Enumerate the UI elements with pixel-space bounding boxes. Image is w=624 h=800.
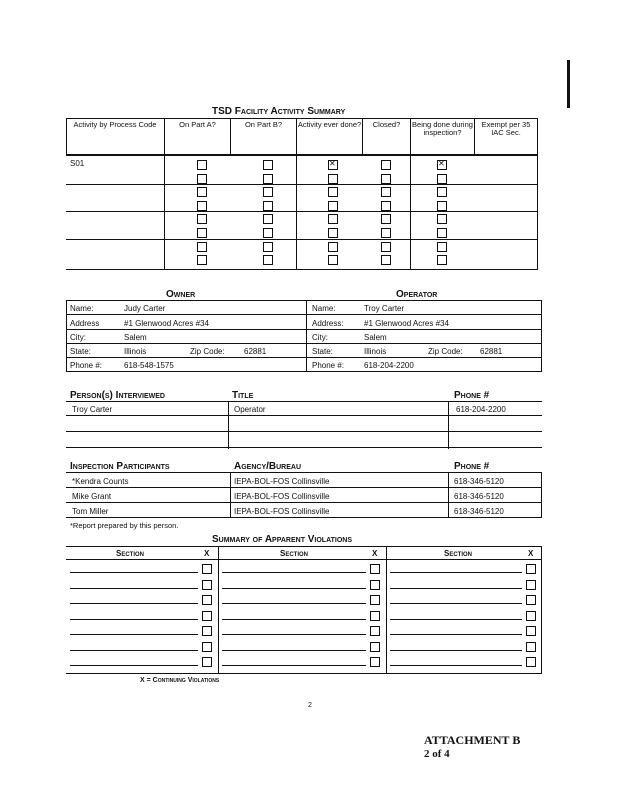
violation-checkbox[interactable] bbox=[202, 611, 212, 621]
violation-checkbox[interactable] bbox=[202, 580, 212, 590]
violation-checkbox[interactable] bbox=[526, 642, 536, 652]
owner-address: #1 Glenwood Acres #34 bbox=[124, 319, 209, 328]
activity-checkbox[interactable] bbox=[437, 255, 447, 265]
activity-checkbox[interactable] bbox=[197, 160, 207, 170]
report-prepared-note: *Report prepared by this person. bbox=[70, 521, 179, 530]
violation-checkbox[interactable] bbox=[526, 657, 536, 667]
interviewed-person: Troy Carter bbox=[72, 405, 113, 414]
activity-checkbox[interactable] bbox=[437, 228, 447, 238]
violation-checkbox[interactable] bbox=[202, 626, 212, 636]
violation-checkbox[interactable] bbox=[370, 626, 380, 636]
activity-checkbox[interactable] bbox=[263, 214, 273, 224]
violation-checkbox[interactable] bbox=[370, 595, 380, 605]
violations-section-header-2: Section bbox=[280, 549, 309, 558]
activity-checkbox[interactable] bbox=[437, 214, 447, 224]
attachment-page: 2 of 4 bbox=[424, 748, 450, 760]
activity-checkbox[interactable] bbox=[197, 242, 207, 252]
owner-name-label: Name: bbox=[70, 304, 94, 313]
activity-checkbox[interactable] bbox=[437, 201, 447, 211]
page-number: 2 bbox=[308, 702, 312, 709]
activity-checkbox[interactable] bbox=[263, 174, 273, 184]
activity-checkbox[interactable] bbox=[197, 174, 207, 184]
participant-agency: IEPA-BOL-FOS Collinsville bbox=[234, 507, 330, 516]
header-part-a: On Part A? bbox=[179, 120, 216, 129]
interviewed-title: Operator bbox=[234, 405, 266, 414]
violation-checkbox[interactable] bbox=[526, 611, 536, 621]
activity-checkbox[interactable] bbox=[328, 242, 338, 252]
activity-checkbox[interactable] bbox=[381, 214, 391, 224]
violation-checkbox[interactable] bbox=[370, 657, 380, 667]
persons-interviewed-heading: Person(s) Interviewed bbox=[70, 390, 165, 401]
activity-checkbox[interactable] bbox=[263, 187, 273, 197]
activity-checkbox[interactable] bbox=[328, 160, 338, 170]
header-ever-done: Activity ever done? bbox=[297, 120, 362, 129]
activity-checkbox[interactable] bbox=[263, 242, 273, 252]
interviewed-phone-heading: Phone # bbox=[454, 390, 490, 401]
violation-checkbox[interactable] bbox=[202, 642, 212, 652]
title-heading: Title bbox=[232, 390, 254, 401]
header-part-b: On Part B? bbox=[244, 120, 283, 129]
activity-code: S01 bbox=[70, 159, 85, 168]
owner-state: Illinois bbox=[124, 347, 147, 356]
violation-checkbox[interactable] bbox=[526, 580, 536, 590]
violations-title: Summary of Apparent Violations bbox=[212, 534, 353, 545]
owner-phone-label: Phone #: bbox=[70, 361, 103, 370]
header-closed: Closed? bbox=[372, 120, 401, 129]
activity-checkbox[interactable] bbox=[381, 228, 391, 238]
owner-state-label: State: bbox=[70, 347, 91, 356]
activity-checkbox[interactable] bbox=[328, 187, 338, 197]
activity-checkbox[interactable] bbox=[381, 160, 391, 170]
participant-phone: 618-346-5120 bbox=[454, 507, 504, 516]
violation-checkbox[interactable] bbox=[202, 595, 212, 605]
activity-checkbox[interactable] bbox=[197, 228, 207, 238]
activity-checkbox[interactable] bbox=[381, 242, 391, 252]
activity-checkbox[interactable] bbox=[263, 255, 273, 265]
operator-address: #1 Glenwood Acres #34 bbox=[364, 319, 449, 328]
activity-checkbox[interactable] bbox=[197, 187, 207, 197]
interviewed-phone: 618-204-2200 bbox=[456, 405, 506, 414]
activity-checkbox[interactable] bbox=[437, 187, 447, 197]
violations-section-header-3: Section bbox=[444, 549, 473, 558]
attachment-label: ATTACHMENT B bbox=[424, 733, 521, 747]
activity-checkbox[interactable] bbox=[381, 174, 391, 184]
operator-zip: 62881 bbox=[480, 347, 503, 356]
operator-name: Troy Carter bbox=[364, 304, 405, 313]
scan-mark bbox=[567, 60, 570, 108]
activity-checkbox[interactable] bbox=[328, 228, 338, 238]
header-activity-code: Activity by Process Code bbox=[73, 120, 157, 129]
owner-zip: 62881 bbox=[244, 347, 267, 356]
operator-name-label: Name: bbox=[312, 304, 336, 313]
participant-agency: IEPA-BOL-FOS Collinsville bbox=[234, 492, 330, 501]
owner-zip-label: Zip Code: bbox=[190, 347, 225, 356]
activity-checkbox[interactable] bbox=[437, 242, 447, 252]
header-being-done: Being done during inspection? bbox=[412, 120, 473, 137]
operator-state: Illinois bbox=[364, 347, 387, 356]
violation-checkbox[interactable] bbox=[370, 642, 380, 652]
operator-city: Salem bbox=[364, 333, 387, 342]
activity-checkbox[interactable] bbox=[328, 201, 338, 211]
activity-checkbox[interactable] bbox=[437, 160, 447, 170]
activity-checkbox[interactable] bbox=[263, 201, 273, 211]
violation-checkbox[interactable] bbox=[526, 564, 536, 574]
operator-zip-label: Zip Code: bbox=[428, 347, 463, 356]
operator-heading: Operator bbox=[396, 289, 438, 300]
activity-checkbox[interactable] bbox=[197, 214, 207, 224]
participant-name: Mike Grant bbox=[72, 492, 112, 501]
violations-x-header-1: X bbox=[204, 549, 210, 558]
violation-checkbox[interactable] bbox=[370, 611, 380, 621]
continuing-violations-footnote: X = Continuing Violations bbox=[140, 677, 220, 684]
activity-checkbox[interactable] bbox=[197, 255, 207, 265]
violations-section-header-1: Section bbox=[116, 549, 145, 558]
operator-city-label: City: bbox=[312, 333, 328, 342]
activity-checkbox[interactable] bbox=[381, 187, 391, 197]
violations-x-header-3: X bbox=[528, 549, 534, 558]
agency-heading: Agency/Bureau bbox=[234, 461, 302, 472]
activity-checkbox[interactable] bbox=[263, 228, 273, 238]
activity-checkbox[interactable] bbox=[328, 214, 338, 224]
violations-table bbox=[66, 546, 542, 674]
activity-checkbox[interactable] bbox=[263, 160, 273, 170]
activity-checkbox[interactable] bbox=[328, 174, 338, 184]
operator-state-label: State: bbox=[312, 347, 333, 356]
violation-checkbox[interactable] bbox=[370, 580, 380, 590]
participant-agency: IEPA-BOL-FOS Collinsville bbox=[234, 477, 330, 486]
participants-heading: Inspection Participants bbox=[70, 461, 170, 472]
header-exempt: Exempt per 35 IAC Sec. bbox=[481, 120, 531, 137]
violation-checkbox[interactable] bbox=[202, 564, 212, 574]
activity-checkbox[interactable] bbox=[437, 174, 447, 184]
owner-city: Salem bbox=[124, 333, 147, 342]
violation-checkbox[interactable] bbox=[370, 564, 380, 574]
participant-phone: 618-346-5120 bbox=[454, 492, 504, 501]
owner-phone: 618-548-1575 bbox=[124, 361, 174, 370]
activity-checkbox[interactable] bbox=[381, 201, 391, 211]
violations-x-header-2: X bbox=[372, 549, 378, 558]
owner-heading: Owner bbox=[166, 289, 196, 300]
participants-phone-heading: Phone # bbox=[454, 461, 490, 472]
participant-name: Tom Miller bbox=[72, 507, 109, 516]
violation-checkbox[interactable] bbox=[526, 595, 536, 605]
operator-phone: 618-204-2200 bbox=[364, 361, 414, 370]
activity-checkbox[interactable] bbox=[328, 255, 338, 265]
owner-name: Judy Carter bbox=[124, 304, 166, 313]
violation-checkbox[interactable] bbox=[526, 626, 536, 636]
owner-operator-table bbox=[66, 300, 542, 372]
activity-checkbox[interactable] bbox=[381, 255, 391, 265]
activity-summary-title: TSD Facility Activity Summary bbox=[212, 106, 346, 117]
activity-checkbox[interactable] bbox=[197, 201, 207, 211]
owner-address-label: Address bbox=[70, 319, 100, 328]
owner-city-label: City: bbox=[70, 333, 86, 342]
operator-address-label: Address: bbox=[312, 319, 344, 328]
violation-checkbox[interactable] bbox=[202, 657, 212, 667]
participant-name: *Kendra Counts bbox=[72, 477, 129, 486]
participant-phone: 618-346-5120 bbox=[454, 477, 504, 486]
operator-phone-label: Phone #: bbox=[312, 361, 345, 370]
activity-table bbox=[66, 118, 538, 270]
